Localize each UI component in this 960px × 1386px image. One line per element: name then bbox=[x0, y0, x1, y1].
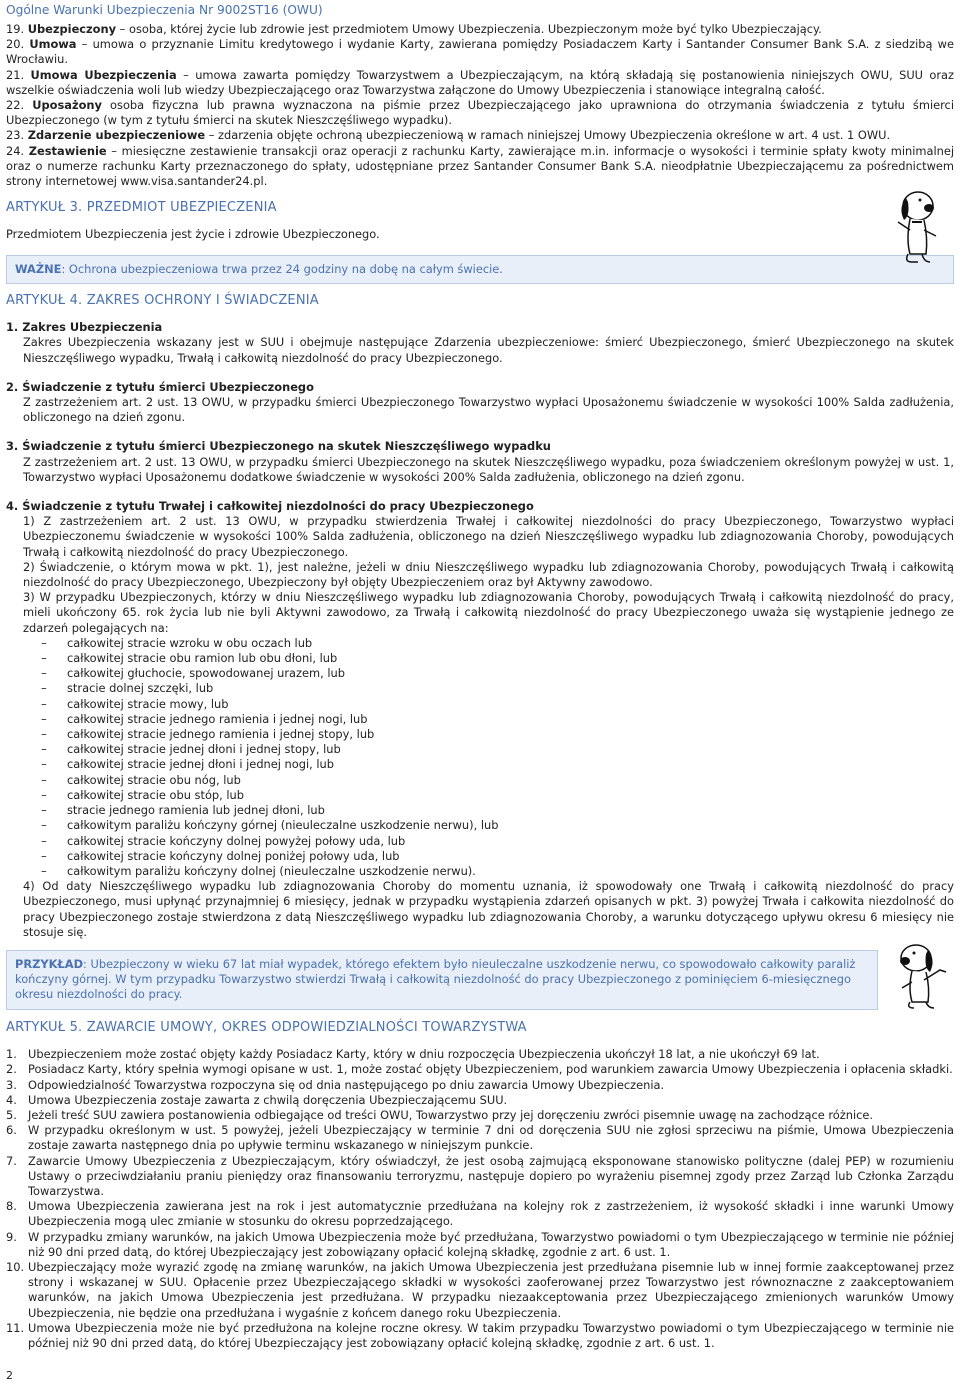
example-note bbox=[6, 950, 878, 1010]
list-item: – całkowitej stracie jednego ramienia i jednej nogi, lub bbox=[41, 712, 954, 727]
list-item: – całkowitej stracie obu nóg, lub bbox=[41, 773, 954, 788]
definition-22: 22. Uposażony osoba fizyczna lub prawna wyznaczona na piśmie przez Ubezpieczającego jako uprawniona do otrzymania świadczenia z tytułu śmierci Ubezpieczonego (w tym z tytułu śmierci na skutek Nieszczęśliwego wypadku). bbox=[6, 98, 954, 128]
list-item: – stracie dolnej szczęki, lub bbox=[41, 681, 954, 696]
article-4-item-4: 4. Świadczenie z tytułu Trwałej i całkowitej niezdolności do pracy Ubezpieczonego 1) Z zastrzeżeniem art. 2 ust. 13 OWU, w przypadku stwierdzenia Trwałej i całkowitej niezdolności do pracy Ubezpieczonego, Towarzystwo wypłaci Ubezpieczonemu świadczenie w wysokości 100% Salda zadłużenia, obliczonego na dzień Nieszczęśliwego wypadku lub zdiagnozowania Choroby, powodujących Trwałą i całkowitą niezdolność do pracy Ubezpieczonego. 2) Świadczenie, o którym mowa w pkt. 1), jest należne, jeżeli w dniu Nieszczęśliwego wypadku lub zdiagnozowania Choroby, powodujących Trwałą i całkowitą niezdolność do pracy Ubezpieczonego, Ubezpieczony był objęty Ubezpieczeniem oraz był Aktywny zawodowo. 3) W przypadku Ubezpieczonych, którzy w dniu Nieszczęśliwego wypadku lub zdiagnozowania Choroby, powodujących Trwałą i całkowitą niezdolność do pracy, mieli ukończony 65. rok życia lub nie byli Aktywni zawodowo, za Trwałą i całkowitą niezdolność do pracy Ubezpieczonego uważa się wystąpienie jednego ze zdarzeń polegających na: – całkowitej stracie wzroku w obu oczach lub – całkowitej stracie obu ramion lub obu dłoni, lub – całkowitej głuchocie, spowodowanej urazem, lub – stracie dolnej szczęki, lub – całkowitej stracie mowy, lub – całkowitej stracie jednego ramienia i jednej nogi, lub – całkowitej stracie jednego ramienia i jednej stopy, lub – całkowitej stracie jednej dłoni i jednej stopy, lub – całkowitej stracie jednej dłoni i jednej nogi, lub – całkowitej stracie obu nóg, lub – całkowitej stracie obu stóp, lub – stracie jednego ramienia lub jednej dłoni, lub – całkowitym paraliżu kończyny górnej (nieuleczalne uszkodzenie nerwu), lub – całkowitej stracie kończyny dolnej powyżej połowy uda, lub – całkowitej stracie kończyny dolnej poniżej połowy uda, lub – całkowitym paraliżu kończyny dolnej (nieuleczalne uszkodzenie nerwu). 4) Od daty Nieszczęśliwego wypadku lub zdiagnozowania Choroby do momentu uznania, iż spowodowały one Trwałą i całkowitą niezdolność do pracy Ubezpieczonego, musi upłynąć przynajmniej 6 miesięcy, jednak w przypadku wystąpienia zdarzeń opisanych w pkt. 3) powyżej Trwała i całkowita niezdolność do pracy Ubezpieczonego zostaje stwierdzona z datą Nieszczęśliwego wypadku lub zdiagnozowania Choroby, a warunku dotyczącego upływu okresu 6 miesięcy nie stosuje się. bbox=[6, 499, 954, 940]
list-item: 5. Jeżeli treść SUU zawiera postanowienia odbiegające od treści OWU, Towarzystwo przy jej doręczeniu zwróci pisemnie uwagę na zachodzące różnice. bbox=[6, 1108, 873, 1123]
list-item: – całkowitej stracie wzroku w obu oczach lub bbox=[41, 636, 954, 651]
list-item: 3. Odpowiedzialność Towarzystwa rozpoczyna się od dnia następującego po dniu zawarcia Umowy Ubezpieczenia. bbox=[6, 1077, 665, 1092]
list-item: – całkowitej stracie mowy, lub bbox=[41, 697, 954, 712]
list-item: – całkowitej głuchocie, spowodowanej urazem, lub bbox=[41, 666, 954, 681]
article-3-text: Przedmiotem Ubezpieczenia jest życie i zdrowie Ubezpieczonego. bbox=[6, 227, 380, 242]
page-number: 2 bbox=[6, 1369, 13, 1382]
article-4 bbox=[6, 293, 954, 940]
list-item: – stracie jednego ramienia lub jednej dłoni, lub bbox=[41, 803, 954, 818]
list-item: – całkowitej stracie jednego ramienia i jednej stopy, lub bbox=[41, 727, 954, 742]
list-item: – całkowitej stracie kończyny dolnej poniżej połowy uda, lub bbox=[41, 849, 954, 864]
article-3-title: ARTYKUŁ 3. PRZEDMIOT UBEZPIECZENIA bbox=[6, 200, 277, 215]
disability-events-list bbox=[41, 636, 954, 879]
list-item: 4. Umowa Ubezpieczenia zostaje zawarta z chwilą doręczenia Ubezpieczającemu SUU. bbox=[6, 1092, 508, 1107]
list-item: – całkowitej stracie obu ramion lub obu dłoni, lub bbox=[41, 651, 954, 666]
article-4-item-2: 2. Świadczenie z tytułu śmierci Ubezpieczonego Z zastrzeżeniem art. 2 ust. 13 OWU, w przypadku śmierci Ubezpieczonego Towarzystwo wypłaci Uposażonemu świadczenie w wysokości 100% Salda zadłużenia, obliczonego na dzień zgonu. bbox=[6, 379, 954, 425]
definition-20: 20. Umowa – umowa o przyznanie Limitu kredytowego i wydanie Karty, zawierana pomiędzy Posiadaczem Karty i Santander Consumer Bank S.A. z siedzibą we Wrocławiu. bbox=[6, 37, 954, 67]
list-item: 10. Ubezpieczający może wyrazić zgodę na zmianę warunków, na jakich Umowa Ubezpieczenia jest przedłużana pisemnie lub w innej formie zaakceptowanej przez strony i wskazanej w SUU. Opłacenie przez Ubezpieczającego składki w wysokości zaoferowanej przez Towarzystwo jest równoznaczne z zaakceptowaniem warunków, na jakich Umowa Ubezpieczenia jest przedłużana. W przypadku niezaakceptowania przez Ubezpieczającego zmienionych warunków Umowy Ubezpieczenia, nie będzie ona przedłużana i wygaśnie z końcem danego roku Ubezpieczenia. bbox=[6, 1260, 954, 1320]
list-item: – całkowitej stracie jednej dłoni i jednej nogi, lub bbox=[41, 757, 954, 772]
list-item: 6. W przypadku określonym w ust. 5 powyżej, jeżeli Ubezpieczający w terminie 7 dni od doręczenia SUU nie zgłosi sprzeciwu na piśmie, Umowa Ubezpieczenia zostaje zawarta następnego dnia po upływie terminu wskazanego w niniejszym punkcie. bbox=[6, 1123, 954, 1153]
article-5-list bbox=[6, 1047, 954, 1351]
article-4-item-1: 1. Zakres Ubezpieczenia Zakres Ubezpieczenia wskazany jest w SUU i obejmuje następujące Zdarzenia ubezpieczeniowe: śmierć Ubezpieczonego, śmierć Ubezpieczonego na skutek Nieszczęśliwego wypadku, Trwałą i całkowitą niezdolność do pracy Ubezpieczonego. bbox=[6, 320, 954, 365]
important-note-label: WAŻNE bbox=[15, 262, 62, 276]
article-3 bbox=[6, 200, 880, 242]
item-4-sub-3: 3) W przypadku Ubezpieczonych, którzy w dniu Nieszczęśliwego wypadku lub zdiagnozowania Choroby, powodujących Trwałą i całkowitą niezdolność do pracy, mieli ukończony 65. rok życia lub nie byli Aktywni zawodowo, za Trwałą i całkowitą niezdolność do pracy Ubezpieczonego uważa się wystąpienie jednego ze zdarzeń polegających na: bbox=[23, 590, 954, 635]
definitions-list bbox=[6, 22, 954, 189]
list-item: 2. Posiadacz Karty, który spełnia wymogi opisane w ust. 1, może zostać objęty Ubezpieczeniem, pod warunkiem zawarcia Umowy Ubezpieczenia i opłacenia składki. bbox=[6, 1062, 953, 1077]
important-note bbox=[6, 255, 954, 284]
definition-19: 19. Ubezpieczony – osoba, której życie lub zdrowie jest przedmiotem Umowy Ubezpieczenia. Ubezpieczonym może być tylko Ubezpieczający. bbox=[6, 22, 822, 36]
snoopy-illustration-2 bbox=[884, 936, 954, 1010]
list-item: 1. Ubezpieczeniem może zostać objęty każdy Posiadacz Karty, który w dniu rozpoczęcia Ubezpieczenia ukończył 18 lat, a nie ukończył 69 lat. bbox=[6, 1047, 820, 1062]
list-item: 8. Umowa Ubezpieczenia zawierana jest na rok i jest automatycznie przedłużana na kolejny rok z zastrzeżeniem, iż wysokość składki i inne warunki Umowy Ubezpieczenia mogą ulec zmianie w stosunku do okresu poprzedzającego. bbox=[6, 1199, 954, 1229]
important-note-text: : Ochrona ubezpieczeniowa trwa przez 24 godziny na dobę na całym świecie. bbox=[61, 262, 503, 276]
list-item: 11. Umowa Ubezpieczenia może nie być przedłużona na kolejne roczne okresy. W takim przypadku Towarzystwo powiadomi o tym Ubezpieczającego w terminie nie później niż 90 dni przed datą, do której Ubezpieczający jest zobowiązany opłacić kolejną składkę, zgodnie z art. 6 ust. 1. bbox=[6, 1320, 954, 1351]
document-title: Ogólne Warunki Ubezpieczenia Nr 9002ST16 (OWU) bbox=[6, 3, 323, 17]
definition-24: 24. Zestawienie – miesięczne zestawienie transakcji oraz operacji z rachunku Karty, zawierające m.in. informacje o wysokości i terminie spłaty kwoty minimalnej oraz o numerze rachunku Karty przeznaczonego do spłaty, udostępniane przez Santander Consumer Bank S.A. nieodpłatnie Ubezpieczającemu za pośrednictwem strony internetowej www.visa.santander24.pl. bbox=[6, 143, 954, 189]
list-item: – całkowitej stracie jednej dłoni i jednej stopy, lub bbox=[41, 742, 954, 757]
definition-23: 23. Zdarzenie ubezpieczeniowe – zdarzenia objęte ochroną ubezpieczeniową w ramach niniejszej Umowy Ubezpieczenia określone w art. 4 ust. 1 OWU. bbox=[6, 128, 891, 143]
article-5-title: ARTYKUŁ 5. ZAWARCIE UMOWY, OKRES ODPOWIEDZIALNOŚCI TOWARZYSTWA bbox=[6, 1020, 527, 1035]
snoopy-illustration bbox=[880, 182, 950, 270]
item-4-sub-4: 4) Od daty Nieszczęśliwego wypadku lub zdiagnozowania Choroby do momentu uznania, iż spowodowały one Trwałą i całkowitą niezdolność do pracy Ubezpieczonego, musi upłynąć przynajmniej 6 miesięcy, jednak w przypadku wystąpienia zdarzeń opisanych w pkt. 3) powyżej Trwała i całkowita niezdolność do pracy Ubezpieczonego zostaje stwierdzona z datą Nieszczęśliwego wypadku lub zdiagnozowania Choroby, a warunku dotyczącego upływu okresu 6 miesięcy nie stosuje się. bbox=[23, 879, 954, 939]
example-note-text: : Ubezpieczony w wieku 67 lat miał wypadek, którego efektem było nieuleczalne uszkodzenie nerwu, co spowodowało całkowity paraliż kończyny górnej. W tym przypadku Towarzystwo stwierdzi Trwałą i całkowitą niezdolność do pracy Ubezpieczonego z pominięciem 6-miesięcznego okresu niezdolności do pracy. bbox=[15, 957, 856, 1002]
list-item: – całkowitej stracie obu stóp, lub bbox=[41, 788, 954, 803]
definition-21: 21. Umowa Ubezpieczenia – umowa zawarta pomiędzy Towarzystwem a Ubezpieczającym, na którą składają się postanowienia niniejszych OWU, SUU oraz wszelkie oświadczenia woli lub wiedzy Ubezpieczającego oraz Towarzystwa załączone do Umowy Ubezpieczenia i stanowiące integralną całość. bbox=[6, 67, 954, 97]
example-note-label: PRZYKŁAD bbox=[15, 957, 84, 971]
article-4-item-3: 3. Świadczenie z tytułu śmierci Ubezpieczonego na skutek Nieszczęśliwego wypadku Z zastrzeżeniem art. 2 ust. 13 OWU, w przypadku śmierci Ubezpieczonego na skutek Nieszczęśliwego wypadku, poza świadczeniem określonym powyżej w ust. 1, Towarzystwo wypłaci Uposażonemu dodatkowe świadczenie w wysokości 200% Salda zadłużenia, obliczonego na dzień zgonu. bbox=[6, 439, 954, 484]
list-item: 7. Zawarcie Umowy Ubezpieczenia z Ubezpieczającym, który oświadczył, że jest osobą zajmującą eksponowane stanowisko polityczne (dalej PEP) w rozumieniu Ustawy o przeciwdziałaniu praniu pieniędzy oraz finansowaniu terroryzmu, następuje dopiero po wyrażeniu pisemnej zgody przez Zarząd lub Członka Zarządu Towarzystwa. bbox=[6, 1153, 954, 1199]
list-item: – całkowitej stracie kończyny dolnej powyżej połowy uda, lub bbox=[41, 834, 954, 849]
article-5 bbox=[6, 1020, 954, 1351]
article-4-title: ARTYKUŁ 4. ZAKRES OCHRONY I ŚWIADCZENIA bbox=[6, 293, 319, 308]
item-4-sub-1: 1) Z zastrzeżeniem art. 2 ust. 13 OWU, w przypadku stwierdzenia Trwałej i całkowitej niezdolności do pracy Ubezpieczonego, Towarzystwo wypłaci Ubezpieczonemu świadczenie w wysokości 100% Salda zadłużenia, obliczonego na dzień Nieszczęśliwego wypadku lub zdiagnozowania Choroby, powodujących Trwałą i całkowitą niezdolność do pracy Ubezpieczonego. bbox=[23, 514, 954, 559]
list-item: – całkowitym paraliżu kończyny dolnej (nieuleczalne uszkodzenie nerwu). bbox=[41, 864, 954, 879]
list-item: 9. W przypadku zmiany warunków, na jakich Umowa Ubezpieczenia może być przedłużana, Towarzystwo powiadomi o tym Ubezpieczającego w terminie nie później niż 90 dni przed datą, do której Ubezpieczający jest zobowiązany opłacić kolejną składkę, zgodnie z art. 6 ust. 1. bbox=[6, 1229, 954, 1259]
list-item: – całkowitym paraliżu kończyny górnej (nieuleczalne uszkodzenie nerwu), lub bbox=[41, 818, 954, 833]
item-4-sub-2: 2) Świadczenie, o którym mowa w pkt. 1), jest należne, jeżeli w dniu Nieszczęśliwego wypadku lub zdiagnozowania Choroby, powodujących Trwałą i całkowitą niezdolność do pracy Ubezpieczonego, Ubezpieczony był objęty Ubezpieczeniem oraz był Aktywny zawodowo. bbox=[23, 559, 954, 590]
